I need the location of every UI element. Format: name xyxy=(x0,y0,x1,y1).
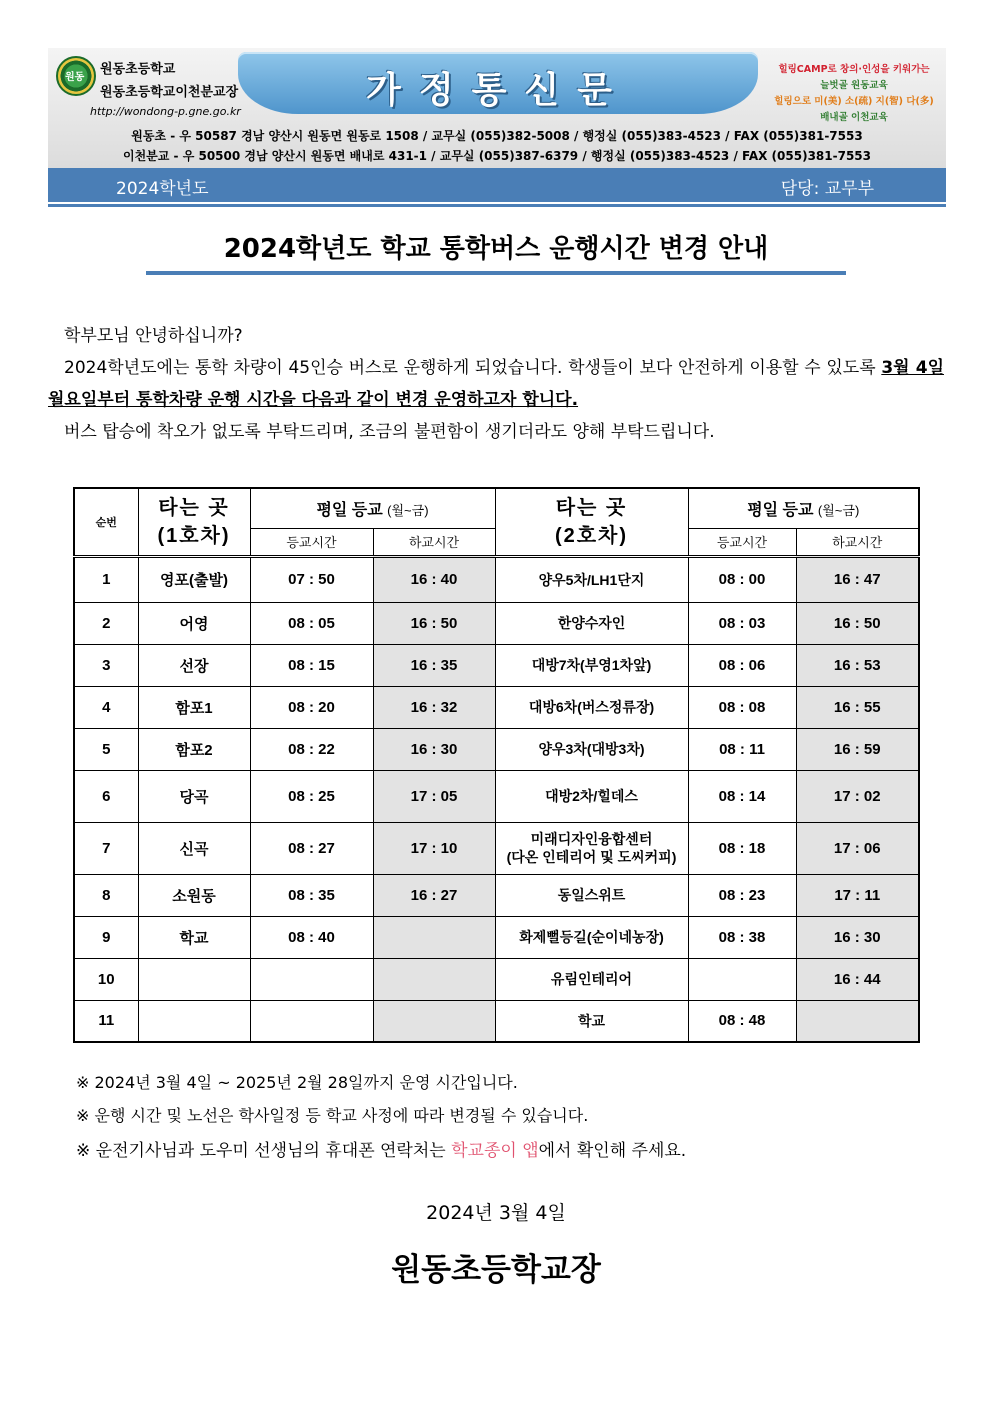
depart-time-bus1: 16 : 40 xyxy=(373,556,495,602)
depart-time-bus1: 16 : 32 xyxy=(373,686,495,728)
header-weekday-bus2: 평일 등교 (월~금) xyxy=(688,488,919,528)
stop-bus1: 소원동 xyxy=(138,874,250,916)
stop-bus2: 미래디자인융합센터 (다온 인테리어 및 도씨커피) xyxy=(495,822,688,874)
depart-time-bus2: 16 : 30 xyxy=(796,916,919,958)
branch-school-address: 이천분교 - 우 50500 경남 양산시 원동면 배내로 431-1 / 교무실 (055)387-6379 / 행정실 (055)383-4523 / FAX (055)381-7553 xyxy=(123,149,871,163)
document-title: 2024학년도 학교 통학버스 운행시간 변경 안내 xyxy=(223,234,769,264)
app-name-highlight: 학교종이 앱 xyxy=(451,1141,539,1161)
row-number: 9 xyxy=(74,916,138,958)
header-stop-bus1: 타는 곳 (1호차) xyxy=(138,488,250,556)
stop-bus1 xyxy=(138,1000,250,1042)
table-row xyxy=(74,916,919,958)
table-row xyxy=(74,874,919,916)
school-name: 원동초등학교 xyxy=(100,62,176,77)
stop-bus2: 동일스위트 xyxy=(495,874,688,916)
table-row xyxy=(74,602,919,644)
arrive-time-bus2: 08 : 48 xyxy=(688,1000,796,1042)
row-number: 5 xyxy=(74,728,138,770)
depart-time-bus2: 17 : 02 xyxy=(796,770,919,822)
slogan-line-3: 힐링으로 미(美) 소(疏) 지(智) 다(多) xyxy=(774,96,934,107)
depart-time-bus1: 17 : 10 xyxy=(373,822,495,874)
stop-bus1: 함포2 xyxy=(138,728,250,770)
stop-bus2: 대방7차(부영1차앞) xyxy=(495,644,688,686)
arrive-time-bus1: 08 : 25 xyxy=(250,770,373,822)
table-row xyxy=(74,644,919,686)
depart-time-bus2: 17 : 11 xyxy=(796,874,919,916)
row-number: 7 xyxy=(74,822,138,874)
stop-bus2: 양우5차/LH1단지 xyxy=(495,556,688,602)
depart-time-bus1: 16 : 50 xyxy=(373,602,495,644)
arrive-time-bus2: 08 : 03 xyxy=(688,602,796,644)
row-number: 1 xyxy=(74,556,138,602)
table-row xyxy=(74,1000,919,1042)
arrive-time-bus1 xyxy=(250,1000,373,1042)
arrive-time-bus1: 08 : 27 xyxy=(250,822,373,874)
depart-time-bus1: 16 : 30 xyxy=(373,728,495,770)
depart-time-bus2: 16 : 59 xyxy=(796,728,919,770)
arrive-time-bus1: 08 : 20 xyxy=(250,686,373,728)
table-row xyxy=(74,728,919,770)
header-arrive-bus2: 등교시간 xyxy=(688,528,796,556)
arrive-time-bus1: 07 : 50 xyxy=(250,556,373,602)
arrive-time-bus2: 08 : 38 xyxy=(688,916,796,958)
stop-bus1: 함포1 xyxy=(138,686,250,728)
title-banner xyxy=(238,52,758,114)
issue-date: 2024년 3월 4일 xyxy=(426,1202,566,1224)
announcement-paragraph xyxy=(48,352,944,416)
stop-bus1: 선장 xyxy=(138,644,250,686)
request-paragraph: 버스 탑승에 착오가 없도록 부탁드리며, 조금의 불편함이 생기더라도 양해 부탁드립니다. xyxy=(64,422,715,442)
branch-school-name: 원동초등학교이천분교장 xyxy=(100,85,239,100)
arrive-time-bus2 xyxy=(688,958,796,1000)
depart-time-bus1: 17 : 05 xyxy=(373,770,495,822)
row-number: 11 xyxy=(74,1000,138,1042)
depart-time-bus2: 16 : 53 xyxy=(796,644,919,686)
note-operation-period: ※ 2024년 3월 4일 ~ 2025년 2월 28일까지 운영 시간입니다. xyxy=(76,1073,518,1092)
arrive-time-bus1 xyxy=(250,958,373,1000)
letter-header xyxy=(48,48,946,208)
row-number: 2 xyxy=(74,602,138,644)
stop-bus1: 영포(출발) xyxy=(138,556,250,602)
stop-bus1: 학교 xyxy=(138,916,250,958)
header-weekday-bus1: 평일 등교 (월~금) xyxy=(250,488,495,528)
table-row xyxy=(74,556,919,602)
slogan-line-4: 배내골 이천교육 xyxy=(820,112,888,123)
arrive-time-bus2: 08 : 00 xyxy=(688,556,796,602)
header-depart-bus1: 하교시간 xyxy=(373,528,495,556)
depart-time-bus1: 16 : 27 xyxy=(373,874,495,916)
slogan-line-2: 늘벗골 원동교육 xyxy=(820,80,888,91)
depart-time-bus1 xyxy=(373,1000,495,1042)
arrive-time-bus1: 08 : 05 xyxy=(250,602,373,644)
stop-bus2: 대방6차(버스정류장) xyxy=(495,686,688,728)
info-bar xyxy=(48,168,946,202)
table-row xyxy=(74,686,919,728)
row-number: 6 xyxy=(74,770,138,822)
row-number: 10 xyxy=(74,958,138,1000)
school-year: 2024학년도 xyxy=(116,179,209,199)
arrive-time-bus2: 08 : 06 xyxy=(688,644,796,686)
stop-bus1: 어영 xyxy=(138,602,250,644)
header-no: 순번 xyxy=(74,488,138,556)
stop-bus2: 한양수자인 xyxy=(495,602,688,644)
stop-bus2: 화제뻘등길(순이네농장) xyxy=(495,916,688,958)
arrive-time-bus2: 08 : 14 xyxy=(688,770,796,822)
depart-time-bus2: 16 : 55 xyxy=(796,686,919,728)
principal-signature: 원동초등학교장 xyxy=(391,1252,601,1288)
announcement-emphasis: 3월 4일 월요일부터 통학차량 운행 시간을 다음과 같이 변경 운영하고자 합니다. xyxy=(48,358,944,410)
banner-title: 가정통신문 xyxy=(366,70,630,111)
arrive-time-bus1: 08 : 35 xyxy=(250,874,373,916)
stop-bus2: 유림인테리어 xyxy=(495,958,688,1000)
header-arrive-bus1: 등교시간 xyxy=(250,528,373,556)
school-logo-icon: 원동 xyxy=(56,56,96,96)
note-contact: ※ 운전기사님과 도우미 선생님의 휴대폰 연락처는 학교종이 앱에서 확인해 주세요. xyxy=(76,1141,687,1161)
note-schedule-change: ※ 운행 시간 및 노선은 학사일정 등 학교 사정에 따라 변경될 수 있습니다. xyxy=(76,1106,589,1125)
stop-bus1: 신곡 xyxy=(138,822,250,874)
table-row xyxy=(74,822,919,874)
depart-time-bus2: 16 : 44 xyxy=(796,958,919,1000)
announcement-text: 2024학년도에는 통학 차량이 45인승 버스로 운행하게 되었습니다. 학생들이 보다 안전하게 이용할 수 있도록 xyxy=(64,358,882,378)
department-in-charge: 담당: 교무부 xyxy=(780,179,874,199)
depart-time-bus2: 17 : 06 xyxy=(796,822,919,874)
arrive-time-bus2: 08 : 23 xyxy=(688,874,796,916)
header-depart-bus2: 하교시간 xyxy=(796,528,919,556)
main-school-address: 원동초 - 우 50587 경남 양산시 원동면 원동로 1508 / 교무실 (055)382-5008 / 행정실 (055)383-4523 / FAX (055)381-7553 xyxy=(131,129,863,143)
arrive-time-bus2: 08 : 18 xyxy=(688,822,796,874)
bus-schedule-table xyxy=(73,487,920,1043)
arrive-time-bus1: 08 : 22 xyxy=(250,728,373,770)
stop-bus1 xyxy=(138,958,250,1000)
depart-time-bus1 xyxy=(373,958,495,1000)
depart-time-bus2 xyxy=(796,1000,919,1042)
header-divider xyxy=(48,204,946,207)
stop-bus2: 대방2차/힐데스 xyxy=(495,770,688,822)
table-header-row xyxy=(74,488,919,528)
slogan-line-1: 힐링CAMP로 창의·인성을 키워가는 xyxy=(778,64,930,75)
stop-bus2: 양우3차(대방3차) xyxy=(495,728,688,770)
stop-bus1: 당곡 xyxy=(138,770,250,822)
row-number: 4 xyxy=(74,686,138,728)
depart-time-bus1: 16 : 35 xyxy=(373,644,495,686)
school-url[interactable]: http://wondong-p.gne.go.kr xyxy=(90,105,241,118)
row-number: 8 xyxy=(74,874,138,916)
greeting: 학부모님 안녕하십니까? xyxy=(64,326,243,346)
arrive-time-bus2: 08 : 08 xyxy=(688,686,796,728)
header-stop-bus2: 타는 곳 (2호차) xyxy=(495,488,688,556)
arrive-time-bus2: 08 : 11 xyxy=(688,728,796,770)
school-slogan xyxy=(762,62,946,126)
table-row xyxy=(74,770,919,822)
arrive-time-bus1: 08 : 15 xyxy=(250,644,373,686)
title-underline xyxy=(146,271,846,275)
arrive-time-bus1: 08 : 40 xyxy=(250,916,373,958)
stop-bus2: 학교 xyxy=(495,1000,688,1042)
depart-time-bus1 xyxy=(373,916,495,958)
depart-time-bus2: 16 : 47 xyxy=(796,556,919,602)
row-number: 3 xyxy=(74,644,138,686)
depart-time-bus2: 16 : 50 xyxy=(796,602,919,644)
table-row xyxy=(74,958,919,1000)
